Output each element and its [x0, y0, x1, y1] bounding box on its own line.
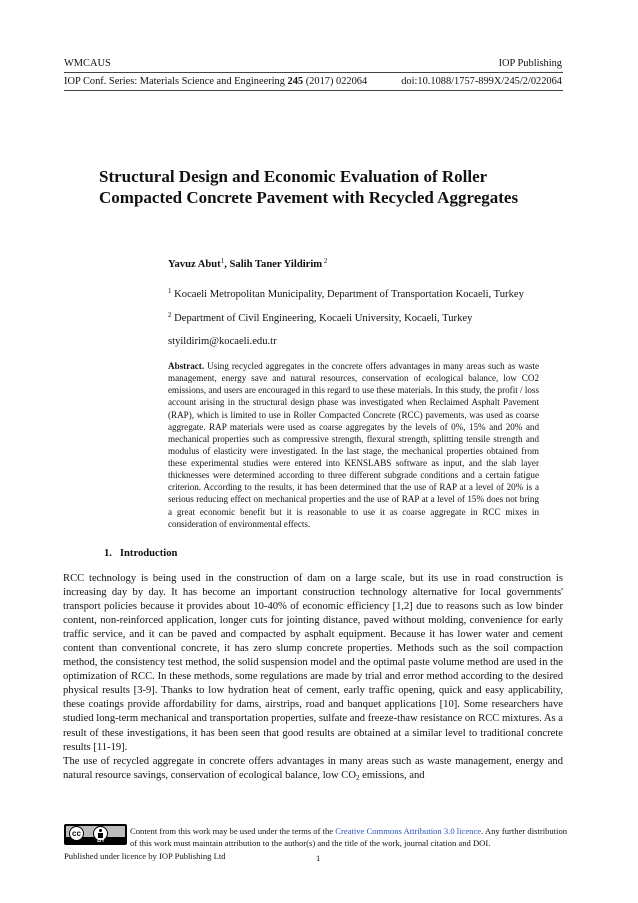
- series-prefix: IOP Conf. Series: Materials Science and Engineering: [64, 76, 288, 87]
- license-text-start: Content from this work may be used under the terms of the: [130, 826, 336, 836]
- doi-text[interactable]: doi:10.1088/1757-899X/245/2/022064: [401, 76, 562, 87]
- license-line-1: [130, 826, 567, 837]
- section-title: Introduction: [119, 548, 178, 559]
- affiliation-2-text: Department of Civil Engineering, Kocaeli University, Kocaeli, Turkey: [171, 313, 473, 324]
- paragraph-1: RCC technology is being used in the construction of dam on a large scale, but its use in road construction is increasing day by day. It has become an important construction technology alternative for local governments' transport policies because it provides about 10-40% of economic efficiency [1,2] due to reasons such as low binder content, non-reinforced application, longer cuts for jointing distance, paved without molding, convenience for early traffic service, and it can be paved and compacted by asphalt equipment. Because it has lower water and cement content than conventional concrete, it has zero slump concrete properties. Methods such as the soil compaction method, the consistency test method, the solid suspension model and the optimal paste volume method are used in the optimization of RCC. In these methods, some regulations are made by trial and error method according to the desired physical results [3-9]. Thanks to low hydration heat of cement, early traffic opening, quick and easy applicability, these coatings provide affordability for dams, airstrips, road and banquet applications [10]. Some researchers have studied long-term mechanical and transportation properties, sulfate and freeze-thaw resistance on RCC mixtures. As a result of these investigations, it has been seen that good results are obtained at a similar level to traditional concrete results [11-19].: [63, 573, 563, 753]
- paragraph-2: [63, 755, 563, 783]
- author-list: [168, 259, 327, 270]
- page-number: 1: [316, 853, 321, 863]
- author-1: Yavuz Abut: [168, 259, 221, 270]
- cc-by-license-icon[interactable]: [64, 824, 127, 845]
- affiliation-2-sup: 2: [168, 311, 172, 319]
- author-2-sup: 2: [322, 257, 328, 265]
- cc-icon: cc: [69, 826, 84, 841]
- abstract-text: Using recycled aggregates in the concrete offers advantages in many areas such as waste management, energy save and natural resources, conservation of ecological balance, low CO2 emissions, and users are encouraged in this regard to use these materials. In this study, the profit / loss account arising in the structural design phase was investigated when Reclaimed Asphalt Pavement (RAP), which is limited to use in Roller Compacted Concrete (RCC) pavements, was used as coarse aggregate. RAP materials were used as coarse aggregates by the levels of 0%, 15% and 20% and mechanical properties such as compressive strength, flexural strength, splitting tensile strength and modulus of elasticity were investigated. In the last stage, the mechanical properties obtained from these experimental studies were entered into KENSLABS software as input, and the slab layer thicknesses were determined according to three different subgrade conditions and a certain fatigue criterion. According to the results, it has been determined that the use of RAP at a level of 20% is a serious reducing effect on mechanical properties and the use of RAP at a level of 15% does not bring a great economic benefit but it is reasonable to use it as coarse aggregate in RCC mixes in consideration of environmental effects.: [168, 361, 539, 529]
- license-text-end: . Any further distribution: [481, 826, 568, 836]
- series-suffix: (2017) 022064: [303, 76, 368, 87]
- affiliation-1-text: Kocaeli Metropolitan Municipality, Department of Transportation Kocaeli, Turkey: [171, 289, 524, 300]
- paper-title: [99, 166, 539, 208]
- abstract: [168, 360, 539, 530]
- author-2: Salih Taner Yildirim: [229, 259, 323, 270]
- author-1-sup: 1: [220, 257, 225, 265]
- series-line: [64, 76, 367, 88]
- co2-subscript: 2: [356, 773, 360, 782]
- section-number: 1.: [104, 548, 112, 559]
- header-rule-bottom: [64, 90, 563, 91]
- section-heading: [104, 548, 177, 559]
- publisher-licence: Published under licence by IOP Publishing Ltd: [64, 851, 226, 861]
- author-separator: ,: [224, 259, 230, 270]
- abstract-label: Abstract.: [168, 361, 205, 371]
- paragraph-2-start: The use of recycled aggregate in concrete offers advantages in many areas such as waste management, energy and natural resource savings, conservation of ecological balance, low CO: [63, 755, 563, 781]
- publisher-name: IOP Publishing: [498, 58, 562, 69]
- affiliation-2: [168, 313, 472, 324]
- volume-number: 245: [287, 76, 304, 87]
- header-rule: [64, 72, 563, 73]
- title-line-1: Structural Design and Economic Evaluation of Roller: [99, 167, 488, 186]
- conference-name: WMCAUS: [64, 58, 111, 69]
- title-line-2: Compacted Concrete Pavement with Recycled Aggregates: [99, 188, 519, 207]
- corresponding-email[interactable]: styildirim@kocaeli.edu.tr: [168, 336, 277, 347]
- creative-commons-link[interactable]: Creative Commons Attribution 3.0 licence: [335, 826, 482, 836]
- paragraph-2-end: emissions, and: [359, 769, 425, 781]
- by-label: BY: [97, 838, 105, 844]
- introduction-body: [63, 572, 563, 783]
- license-line-2: of this work must maintain attribution to the author(s) and the title of the work, journal citation and DOI.: [130, 838, 491, 848]
- affiliation-1-sup: 1: [168, 287, 172, 295]
- affiliation-1: [168, 289, 524, 300]
